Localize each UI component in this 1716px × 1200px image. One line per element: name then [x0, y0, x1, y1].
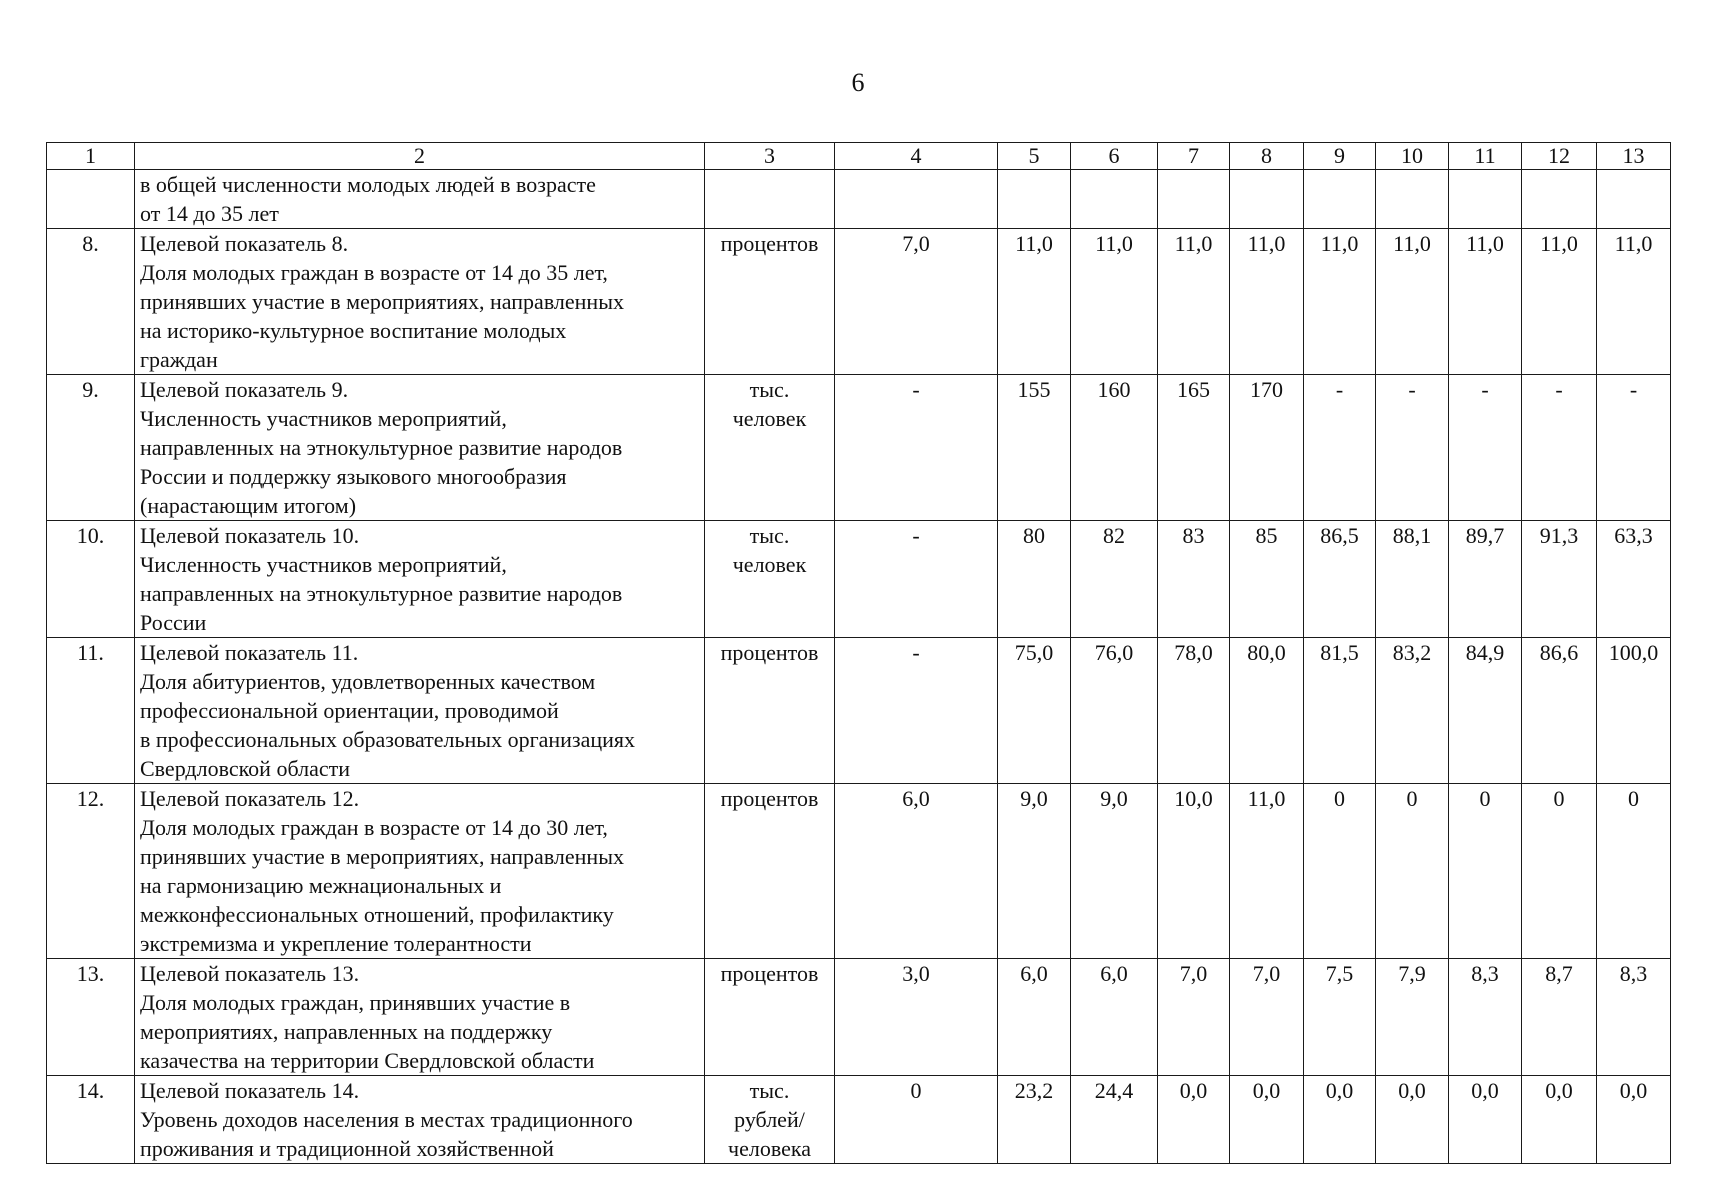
table-row	[47, 375, 1671, 521]
value-cell: 83,2	[1376, 638, 1449, 784]
value-cell	[835, 170, 998, 229]
unit-cell	[705, 170, 835, 229]
description-line: Целевой показатель 14.	[140, 1078, 360, 1103]
value-cell: 11,0	[1230, 229, 1304, 375]
value-cell: 78,0	[1158, 638, 1230, 784]
value-cell	[1376, 170, 1449, 229]
value-cell: 7,0	[1158, 959, 1230, 1076]
value-cell: -	[1449, 375, 1522, 521]
description-line: Уровень доходов населения в местах традиционного	[140, 1107, 633, 1132]
indicators-table	[46, 142, 1671, 1164]
value-cell	[1158, 170, 1230, 229]
value-cell: 0	[1522, 784, 1597, 959]
unit-line: человек	[732, 552, 807, 577]
value-cell: 0	[1376, 784, 1449, 959]
description-line: Целевой показатель 12.	[140, 786, 360, 811]
value-cell	[1449, 170, 1522, 229]
description-line: Целевой показатель 8.	[140, 231, 349, 256]
value-cell: 0,0	[1158, 1076, 1230, 1164]
description-line: Численность участников мероприятий,	[140, 406, 507, 431]
value-cell	[1230, 170, 1304, 229]
value-cell: 7,0	[1230, 959, 1304, 1076]
unit-line: человека	[728, 1136, 811, 1161]
description-line: профессиональной ориентации, проводимой	[140, 698, 559, 723]
value-cell: 0,0	[1597, 1076, 1671, 1164]
column-number-cell: 11	[1449, 143, 1522, 170]
unit-line: процентов	[720, 786, 819, 811]
column-number-cell: 12	[1522, 143, 1597, 170]
value-cell: 91,3	[1522, 521, 1597, 638]
value-cell: 9,0	[998, 784, 1071, 959]
value-cell: 11,0	[1230, 784, 1304, 959]
unit-line: процентов	[720, 961, 819, 986]
description-line: России и поддержку языкового многообразия	[140, 464, 567, 489]
table-row	[47, 959, 1671, 1076]
description-line: межконфессиональных отношений, профилактику	[140, 902, 614, 927]
row-number-cell	[47, 170, 135, 229]
value-cell: 11,0	[1071, 229, 1158, 375]
description-line: экстремизма и укрепление толерантности	[140, 931, 532, 956]
column-number-cell: 6	[1071, 143, 1158, 170]
value-cell: 84,9	[1449, 638, 1522, 784]
table-row	[47, 170, 1671, 229]
indicator-description-cell	[135, 1076, 705, 1164]
value-cell	[1597, 170, 1671, 229]
value-cell: 82	[1071, 521, 1158, 638]
unit-cell	[705, 1076, 835, 1164]
unit-line: тыс.	[749, 1078, 790, 1103]
value-cell: 11,0	[1158, 229, 1230, 375]
unit-cell	[705, 229, 835, 375]
description-line: в профессиональных образовательных организациях	[140, 727, 636, 752]
page-number: 6	[851, 68, 865, 97]
value-cell: -	[1376, 375, 1449, 521]
description-line: направленных на этнокультурное развитие народов	[140, 435, 623, 460]
column-number-cell: 5	[998, 143, 1071, 170]
description-line: Доля молодых граждан в возрасте от 14 до 35 лет,	[140, 260, 608, 285]
indicator-description-cell	[135, 521, 705, 638]
column-number-cell: 10	[1376, 143, 1449, 170]
description-line: Целевой показатель 11.	[140, 640, 359, 665]
row-number-cell: 11.	[47, 638, 135, 784]
column-number-cell: 9	[1304, 143, 1376, 170]
value-cell: -	[835, 638, 998, 784]
value-cell: 63,3	[1597, 521, 1671, 638]
value-cell: 80,0	[1230, 638, 1304, 784]
value-cell: 86,5	[1304, 521, 1376, 638]
value-cell: 11,0	[998, 229, 1071, 375]
value-cell: -	[1597, 375, 1671, 521]
value-cell: 3,0	[835, 959, 998, 1076]
unit-cell	[705, 375, 835, 521]
value-cell: 85	[1230, 521, 1304, 638]
value-cell: 11,0	[1376, 229, 1449, 375]
value-cell: 165	[1158, 375, 1230, 521]
column-number-cell: 7	[1158, 143, 1230, 170]
description-line: Численность участников мероприятий,	[140, 552, 507, 577]
value-cell: 11,0	[1304, 229, 1376, 375]
description-line: принявших участие в мероприятиях, направленных	[140, 289, 624, 314]
table-row	[47, 784, 1671, 959]
value-cell: 0,0	[1230, 1076, 1304, 1164]
value-cell: 8,3	[1449, 959, 1522, 1076]
description-line: Доля абитуриентов, удовлетворенных качеством	[140, 669, 596, 694]
value-cell: 8,7	[1522, 959, 1597, 1076]
value-cell: 6,0	[835, 784, 998, 959]
column-number-cell: 2	[135, 143, 705, 170]
unit-cell	[705, 784, 835, 959]
description-line: проживания и традиционной хозяйственной	[140, 1136, 554, 1161]
value-cell: 9,0	[1071, 784, 1158, 959]
value-cell: 6,0	[998, 959, 1071, 1076]
table-body	[47, 143, 1671, 1164]
value-cell: 86,6	[1522, 638, 1597, 784]
value-cell: 100,0	[1597, 638, 1671, 784]
value-cell	[1071, 170, 1158, 229]
description-line: России	[140, 610, 207, 635]
value-cell: 76,0	[1071, 638, 1158, 784]
value-cell: 81,5	[1304, 638, 1376, 784]
table-row	[47, 638, 1671, 784]
table-row	[47, 1076, 1671, 1164]
unit-cell	[705, 521, 835, 638]
value-cell: 0,0	[1304, 1076, 1376, 1164]
value-cell: 0	[1597, 784, 1671, 959]
value-cell: 89,7	[1449, 521, 1522, 638]
description-line: мероприятиях, направленных на поддержку	[140, 1019, 553, 1044]
description-line: Доля молодых граждан в возрасте от 14 до 30 лет,	[140, 815, 608, 840]
value-cell: -	[1522, 375, 1597, 521]
description-line: Целевой показатель 9.	[140, 377, 349, 402]
value-cell: 155	[998, 375, 1071, 521]
value-cell: 75,0	[998, 638, 1071, 784]
value-cell: 7,5	[1304, 959, 1376, 1076]
unit-cell	[705, 959, 835, 1076]
value-cell: 0,0	[1376, 1076, 1449, 1164]
indicator-description-cell	[135, 229, 705, 375]
value-cell: 80	[998, 521, 1071, 638]
value-cell: 11,0	[1597, 229, 1671, 375]
indicator-description-cell	[135, 170, 705, 229]
column-number-cell: 8	[1230, 143, 1304, 170]
value-cell: 88,1	[1376, 521, 1449, 638]
indicator-description-cell	[135, 784, 705, 959]
value-cell: 170	[1230, 375, 1304, 521]
description-line: на историко-культурное воспитание молодых	[140, 318, 567, 343]
value-cell: 8,3	[1597, 959, 1671, 1076]
value-cell: -	[835, 521, 998, 638]
unit-line: тыс.	[749, 377, 790, 402]
value-cell	[1522, 170, 1597, 229]
row-number-cell: 14.	[47, 1076, 135, 1164]
value-cell: 24,4	[1071, 1076, 1158, 1164]
value-cell: 11,0	[1449, 229, 1522, 375]
column-number-cell: 4	[835, 143, 998, 170]
value-cell: 160	[1071, 375, 1158, 521]
description-line: Доля молодых граждан, принявших участие в	[140, 990, 571, 1015]
unit-cell	[705, 638, 835, 784]
table-row	[47, 229, 1671, 375]
value-cell: 83	[1158, 521, 1230, 638]
value-cell: 7,0	[835, 229, 998, 375]
description-line: на гармонизацию межнациональных и	[140, 873, 502, 898]
unit-line: рублей/	[734, 1107, 805, 1132]
description-line: в общей численности молодых людей в возрасте	[140, 172, 596, 197]
row-number-cell: 13.	[47, 959, 135, 1076]
indicator-description-cell	[135, 638, 705, 784]
unit-line: человек	[732, 406, 807, 431]
row-number-cell: 10.	[47, 521, 135, 638]
column-number-cell: 1	[47, 143, 135, 170]
description-line: казачества на территории Свердловской области	[140, 1048, 595, 1073]
value-cell: 11,0	[1522, 229, 1597, 375]
row-number-cell: 8.	[47, 229, 135, 375]
value-cell: 0	[1449, 784, 1522, 959]
description-line: Свердловской области	[140, 756, 350, 781]
indicator-description-cell	[135, 375, 705, 521]
row-number-cell: 12.	[47, 784, 135, 959]
row-number-cell: 9.	[47, 375, 135, 521]
description-line: принявших участие в мероприятиях, направленных	[140, 844, 624, 869]
value-cell: 0,0	[1522, 1076, 1597, 1164]
description-line: граждан	[140, 347, 218, 372]
description-line: Целевой показатель 13.	[140, 961, 360, 986]
unit-line: процентов	[720, 640, 819, 665]
value-cell	[1304, 170, 1376, 229]
description-line: от 14 до 35 лет	[140, 201, 279, 226]
value-cell	[998, 170, 1071, 229]
description-line: направленных на этнокультурное развитие народов	[140, 581, 623, 606]
value-cell: 23,2	[998, 1076, 1071, 1164]
description-line: Целевой показатель 10.	[140, 523, 360, 548]
table-row	[47, 521, 1671, 638]
unit-line: тыс.	[749, 523, 790, 548]
column-number-cell: 3	[705, 143, 835, 170]
column-number-row	[47, 143, 1671, 170]
column-number-cell: 13	[1597, 143, 1671, 170]
value-cell: 6,0	[1071, 959, 1158, 1076]
value-cell: 0,0	[1449, 1076, 1522, 1164]
unit-line: процентов	[720, 231, 819, 256]
value-cell: 0	[835, 1076, 998, 1164]
value-cell: -	[1304, 375, 1376, 521]
description-line: (нарастающим итогом)	[140, 493, 357, 518]
value-cell: -	[835, 375, 998, 521]
indicator-description-cell	[135, 959, 705, 1076]
value-cell: 0	[1304, 784, 1376, 959]
value-cell: 10,0	[1158, 784, 1230, 959]
value-cell: 7,9	[1376, 959, 1449, 1076]
